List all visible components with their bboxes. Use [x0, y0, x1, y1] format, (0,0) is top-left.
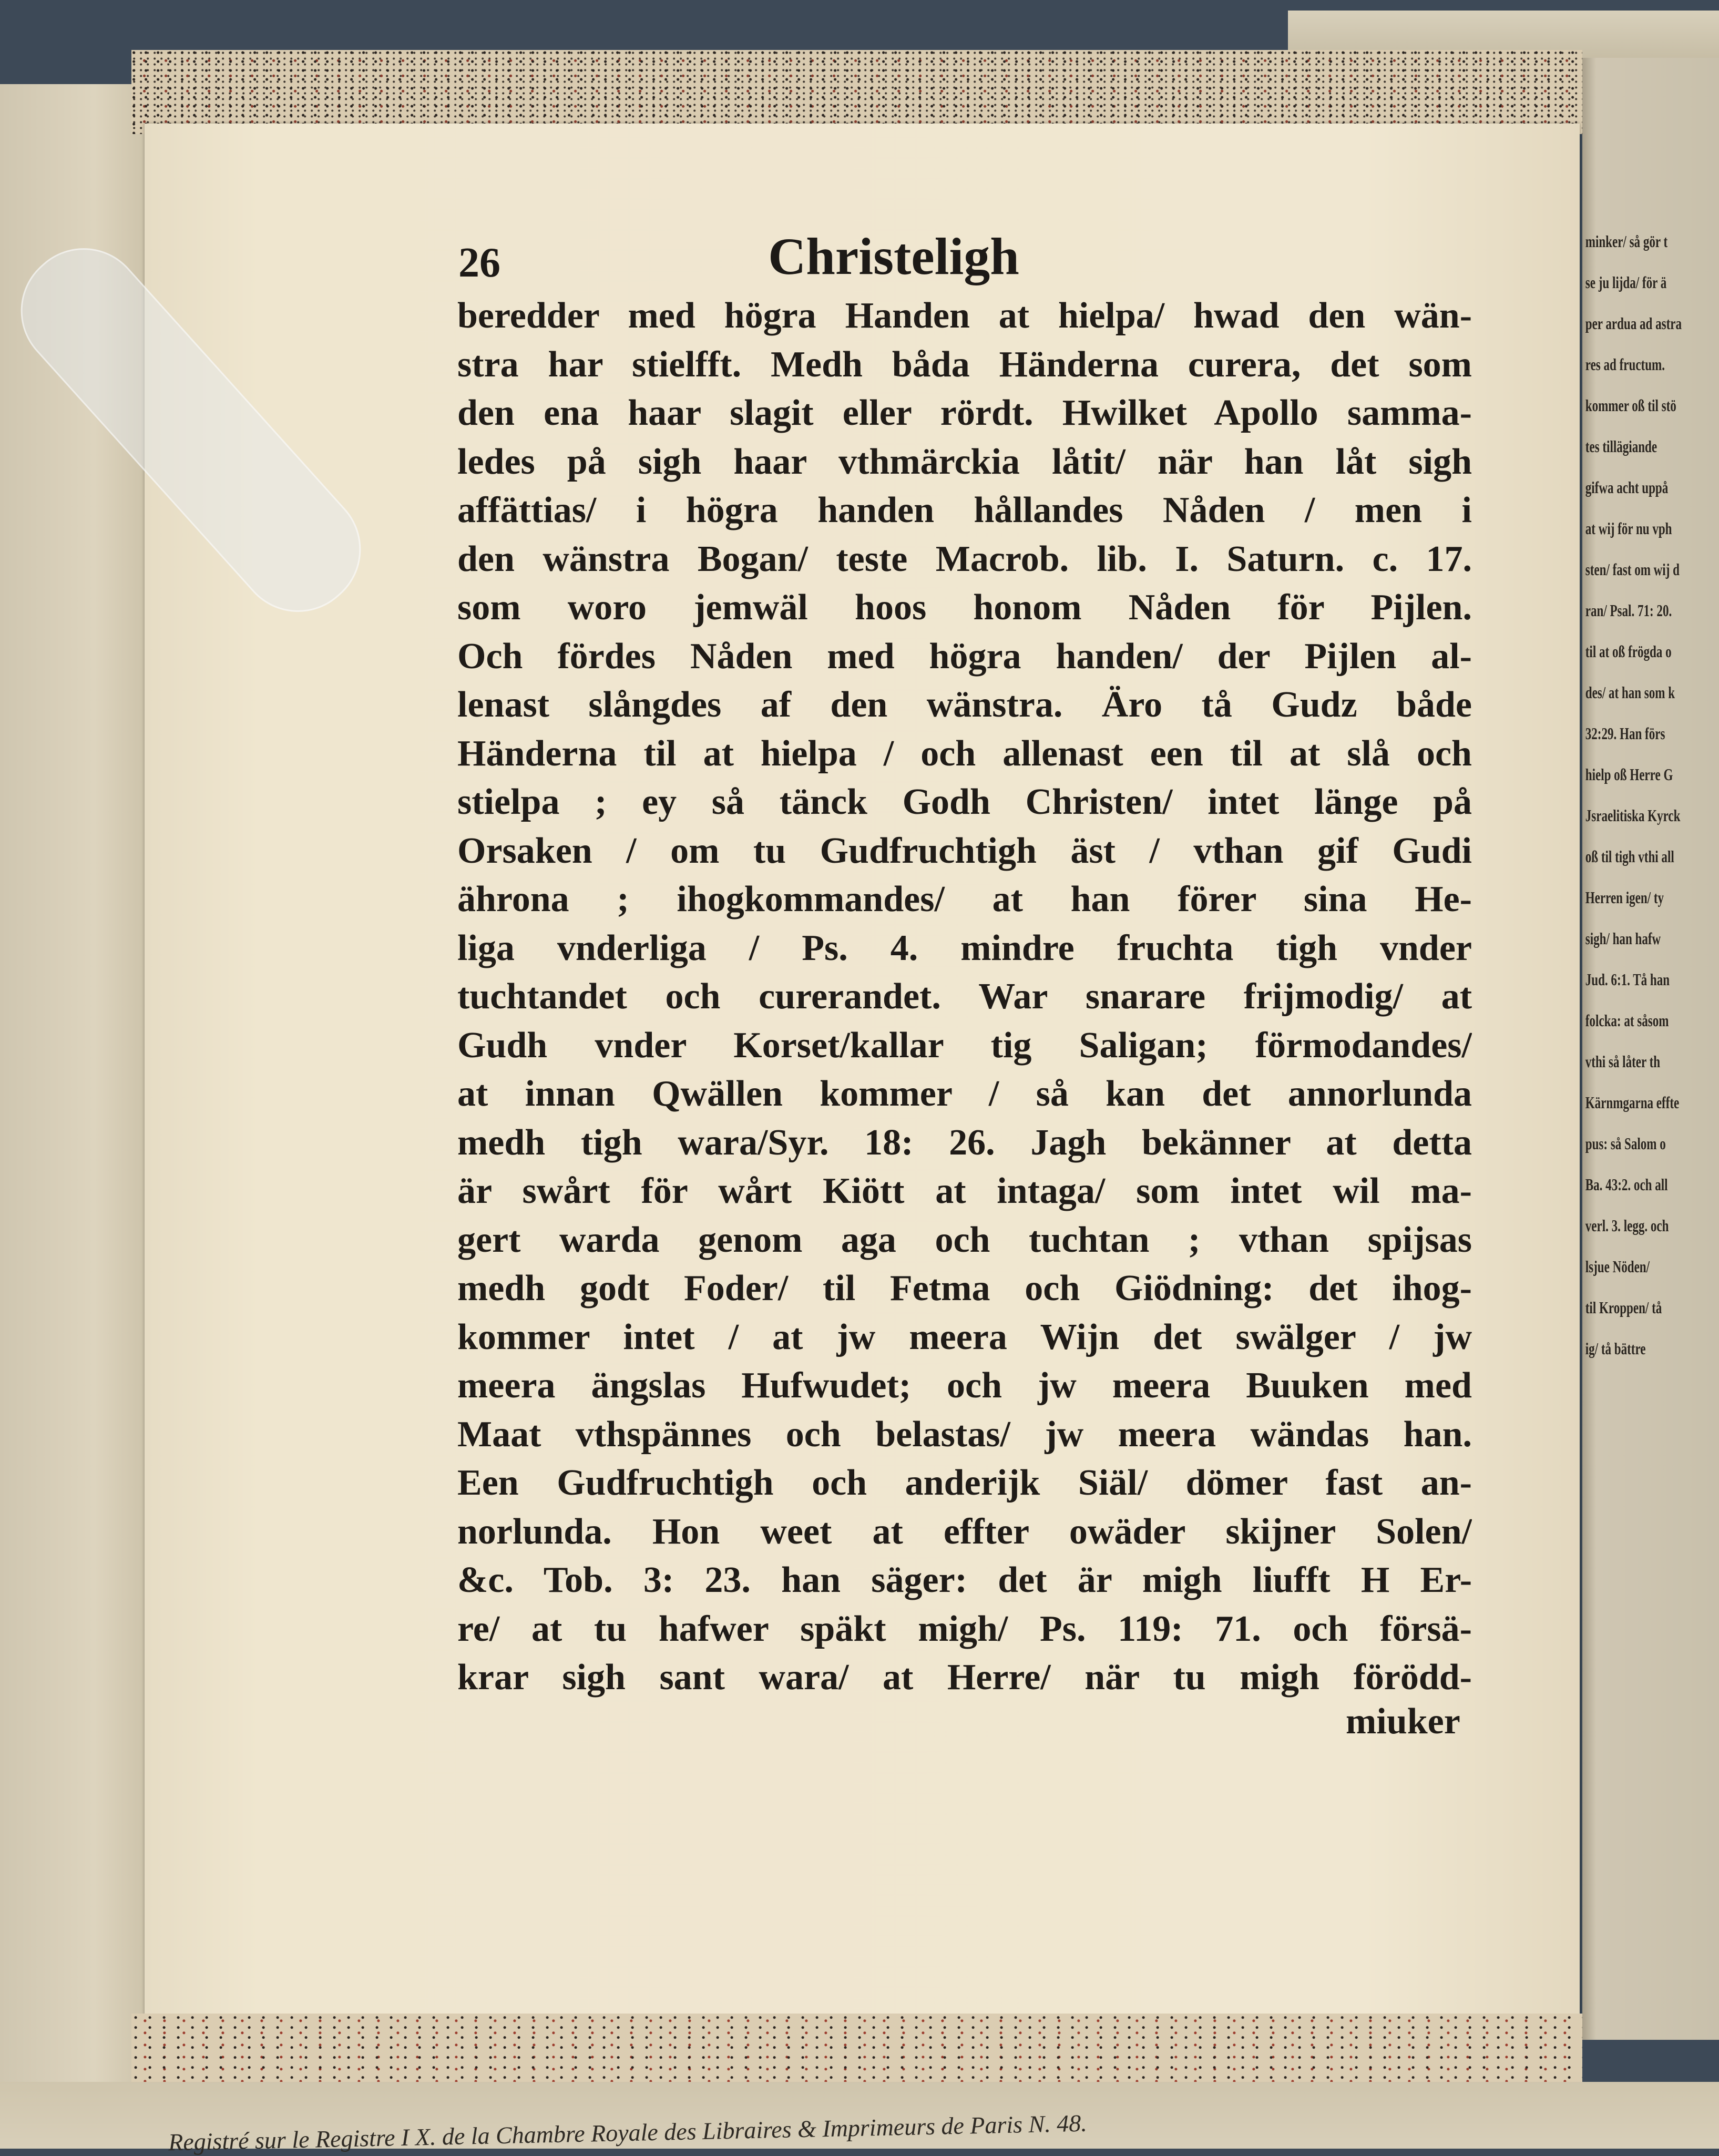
running-head: Christeligh — [768, 227, 1019, 285]
facing-text-line: kommer oß til stö — [1585, 396, 1676, 415]
text-line: medh godt Foder/ til Fetma och Giödning: det ihog- — [457, 1268, 1472, 1309]
text-line: affättias/ i högra handen hållandes Nåden / men i — [457, 490, 1472, 530]
facing-page — [1582, 58, 1719, 2040]
facing-text-line: des/ at han som k — [1585, 683, 1675, 702]
text-line: gert warda genom aga och tuchtan ; vthan spijsas — [457, 1219, 1472, 1260]
text-line: at innan Qwällen kommer / så kan det annorlunda — [457, 1074, 1472, 1114]
facing-text-line: gifwa acht uppå — [1585, 478, 1669, 497]
facing-page-text — [1582, 221, 1719, 1369]
text-line: är swårt för wårt Kiött at intaga/ som intet wil ma- — [457, 1171, 1472, 1211]
facing-text-line: se ju lijda/ för ä — [1585, 273, 1667, 292]
text-line: Och fördes Nåden med högra handen/ der Pijlen al- — [457, 636, 1472, 677]
facing-text-line: res ad fructum. — [1585, 355, 1665, 374]
facing-text-line: ran/ Psal. 71: 20. — [1585, 601, 1672, 620]
facing-text-line: per ardua ad astra — [1585, 314, 1682, 333]
text-line: Een Gudfruchtigh och anderijk Siäl/ dömer fast an- — [457, 1463, 1472, 1503]
text-line: kommer intet / at jw meera Wijn det swälger / jw — [457, 1316, 1472, 1357]
text-line: ährona ; ihogkommandes/ at han förer sina He- — [457, 879, 1472, 919]
body-text — [457, 292, 1472, 1702]
text-line: den wänstra Bogan/ teste Macrob. lib. I. Saturn. c. 17. — [457, 538, 1472, 579]
text-line: lenast slångdes af den wänstra. Äro tå Gudz både — [457, 684, 1472, 725]
text-line: Maat vthspännes och belastas/ jw meera wändas han. — [457, 1414, 1472, 1455]
facing-text-line: Herren igen/ ty — [1585, 888, 1664, 907]
text-line: liga vnderliga / Ps. 4. mindre fruchta tigh vnder — [457, 927, 1472, 968]
facing-text-line: sigh/ han hafw — [1585, 929, 1661, 948]
speckled-top-edge — [131, 50, 1582, 134]
facing-text-line: verl. 3. legg. och — [1585, 1216, 1669, 1235]
text-line: Händerna til at hielpa / och allenast een til at slå och — [457, 733, 1472, 774]
text-line: re/ at tu hafwer späkt migh/ Ps. 119: 71. och försä- — [457, 1608, 1472, 1649]
facing-text-line: vthi så låter th — [1585, 1052, 1661, 1071]
facing-text-line: minker/ så gör t — [1585, 232, 1668, 251]
facing-text-line: til at oß frögda o — [1585, 642, 1672, 661]
text-line: stielpa ; ey så tänck Godh Christen/ intet länge på — [457, 782, 1472, 822]
text-line: Orsaken / om tu Gudfruchtigh äst / vthan gif Gudi — [457, 830, 1472, 871]
text-line: beredder med högra Handen at hielpa/ hwad den wän- — [457, 295, 1472, 336]
page-number: 26 — [458, 240, 500, 286]
text-line: tuchtandet och curerandet. War snarare frijmodig/ at — [457, 976, 1472, 1017]
text-line: den ena haar slagit eller rördt. Hwilket Apollo samma- — [457, 393, 1472, 433]
facing-text-line: at wij för nu vph — [1585, 519, 1672, 538]
text-line: krar sigh sant wara/ at Herre/ när tu migh förödd- — [457, 1657, 1472, 1698]
facing-text-line: hielp oß Herre G — [1585, 765, 1673, 784]
facing-text-line: pus: så Salom o — [1585, 1134, 1666, 1153]
facing-text-line: folcka: at såsom — [1585, 1011, 1669, 1030]
text-line: medh tigh wara/Syr. 18: 26. Jagh bekänner at detta — [457, 1122, 1472, 1163]
imprint-text: Registré sur le Registre I X. de la Chambre Royale des Libraires & Imprimeurs de Paris N. 48. — [168, 2109, 1088, 2156]
facing-text-line: tes tillägiande — [1585, 437, 1657, 456]
text-line: stra har stielfft. Medh båda Händerna curera, det som — [457, 344, 1472, 385]
facing-text-line: 32:29. Han förs — [1585, 724, 1665, 743]
text-line: meera ängslas Hufwudet; och jw meera Buuken med — [457, 1365, 1472, 1406]
facing-text-line: oß til tigh vthi all — [1585, 847, 1674, 866]
facing-text-line: Ba. 43:2. och all — [1585, 1175, 1668, 1194]
text-line: Gudh vnder Korset/kallar tig Saligan; förmodandes/ — [457, 1025, 1472, 1066]
catchword: miuker — [1346, 1701, 1460, 1742]
facing-text-line: Kärnmgarna effte — [1585, 1093, 1680, 1112]
facing-text-line: ig/ tå bättre — [1585, 1339, 1646, 1358]
facing-text-line: til Kroppen/ tå — [1585, 1298, 1662, 1317]
facing-text-line: lsjue Nöden/ — [1585, 1257, 1650, 1276]
facing-text-line: sten/ fast om wij d — [1585, 560, 1680, 579]
facing-text-line: Jsraelitiska Kyrck — [1585, 806, 1681, 825]
facing-text-line: Jud. 6:1. Tå han — [1585, 970, 1670, 989]
text-line: norlunda. Hon weet at effter owäder skijner Solen/ — [457, 1511, 1472, 1552]
text-line: ledes på sigh haar vthmärckia låtit/ när han låt sigh — [457, 441, 1472, 482]
text-line: som woro jemwäl hoos honom Nåden för Pijlen. — [457, 587, 1472, 628]
text-line: &c. Tob. 3: 23. han säger: det är migh liufft H Er- — [457, 1560, 1472, 1600]
speckled-bottom-edge — [131, 2014, 1582, 2087]
